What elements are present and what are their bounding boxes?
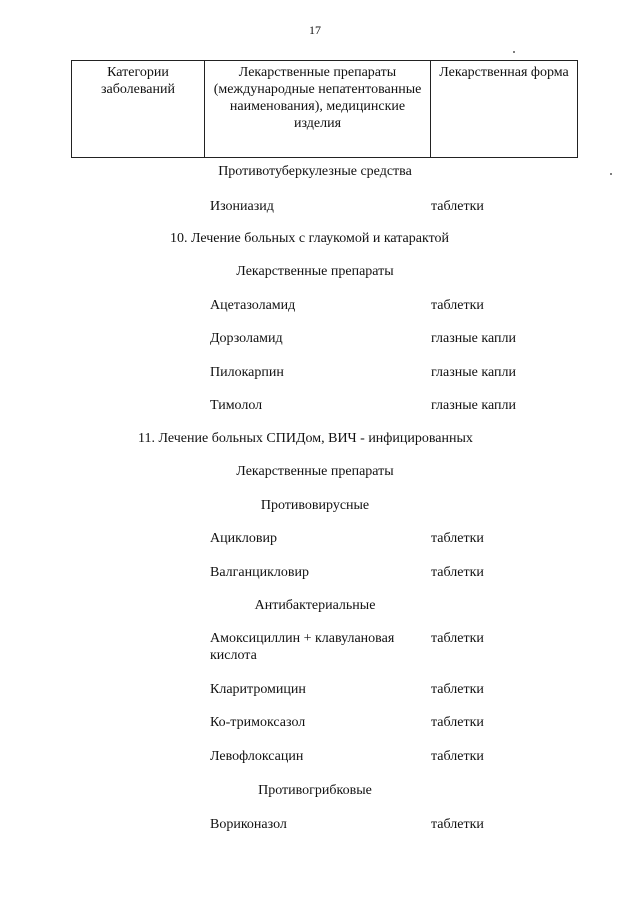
section-11-subheading: Лекарственные препараты — [236, 464, 394, 479]
drug-name: Изониазид — [210, 199, 274, 214]
drug-name: Тимолол — [210, 398, 263, 413]
drug-name: Ко-тримоксазол — [210, 715, 306, 730]
drug-name: Валганцикловир — [210, 565, 309, 580]
dosage-form: таблетки — [431, 298, 484, 313]
dosage-form: таблетки — [431, 817, 484, 832]
dosage-form: таблетки — [431, 631, 484, 646]
header-categories: Категории заболеваний — [72, 61, 205, 158]
drug-name: Ацетазоламид — [210, 298, 296, 313]
column-header-table — [71, 60, 578, 158]
antifungal-heading: Противогрибковые — [258, 783, 372, 798]
page-number: 17 — [309, 23, 321, 37]
section-10-subheading: Лекарственные препараты — [236, 264, 394, 279]
drug-name: Кларитромицин — [210, 682, 306, 697]
drug-name: Вориконазол — [210, 817, 287, 832]
dosage-form: таблетки — [431, 682, 484, 697]
tb-group-heading: Противотуберкулезные средства — [218, 164, 412, 179]
dosage-form: таблетки — [431, 749, 484, 764]
drug-name: Дорзоламид — [210, 331, 283, 346]
drug-name: Левофлоксацин — [210, 749, 304, 764]
section-11-title: 11. Лечение больных СПИДом, ВИЧ - инфицированных — [138, 431, 473, 446]
scan-speck — [610, 173, 612, 175]
dosage-form: глазные капли — [431, 398, 516, 413]
antiviral-heading: Противовирусные — [260, 498, 370, 513]
section-10-title: 10. Лечение больных с глаукомой и катарактой — [170, 231, 450, 246]
dosage-form: таблетки — [431, 531, 484, 546]
scan-speck — [513, 51, 515, 53]
drug-name: Пилокарпин — [210, 365, 284, 380]
dosage-form: глазные капли — [431, 365, 516, 380]
drug-name: Ацикловир — [210, 531, 277, 546]
antibacterial-heading: Антибактериальные — [254, 598, 376, 613]
header-dosage-form: Лекарственная форма — [431, 61, 578, 158]
dosage-form: глазные капли — [431, 331, 516, 346]
drug-name: Амоксициллин + клавулановая кислота — [210, 631, 395, 663]
header-drugs: Лекарственные препараты (международные непатентованные наименования), медицинские изделия — [205, 61, 431, 158]
dosage-form: таблетки — [431, 565, 484, 580]
dosage-form: таблетки — [431, 715, 484, 730]
dosage-form: таблетки — [431, 199, 484, 214]
